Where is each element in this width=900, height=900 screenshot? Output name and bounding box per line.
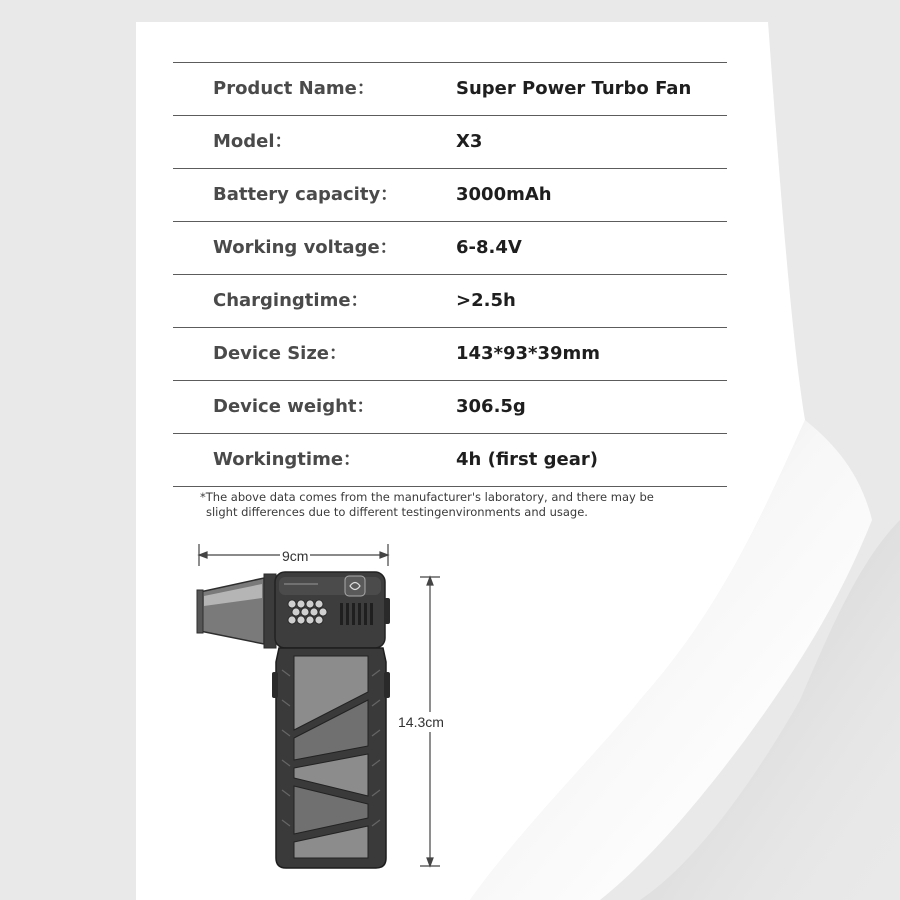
fan-head — [275, 572, 390, 648]
spec-value: 3000mAh — [456, 184, 552, 205]
spec-label: Device Size： — [213, 343, 348, 364]
note-line-2: slight differences due to different testingenvironments and usage. — [206, 505, 588, 519]
spec-label: Model： — [213, 131, 293, 152]
spec-value: X3 — [456, 131, 483, 152]
fan-handle — [272, 648, 390, 868]
spec-value: Super Power Turbo Fan — [456, 78, 692, 99]
spec-value: >2.5h — [456, 290, 516, 311]
spec-label: Working voltage： — [213, 237, 398, 258]
spec-value: 143*93*39mm — [456, 343, 601, 364]
spec-label: Device weight： — [213, 396, 375, 417]
spec-label: Product Name： — [213, 78, 375, 99]
spec-value: 4h (first gear) — [456, 449, 598, 470]
spec-label: Battery capacity： — [213, 184, 399, 205]
fan-nozzle — [197, 574, 276, 648]
spec-value: 6-8.4V — [456, 237, 522, 258]
spec-label: Chargingtime： — [213, 290, 369, 311]
height-dimension-label: 14.3cm — [398, 714, 444, 730]
spec-label: Workingtime： — [213, 449, 362, 470]
fan-logo-icon — [345, 576, 365, 596]
width-dimension-label: 9cm — [282, 548, 309, 564]
note-line-1: *The above data comes from the manufacturer's laboratory, and there may be — [200, 490, 654, 504]
honeycomb-vent — [288, 600, 327, 624]
spec-value: 306.5g — [456, 396, 526, 417]
